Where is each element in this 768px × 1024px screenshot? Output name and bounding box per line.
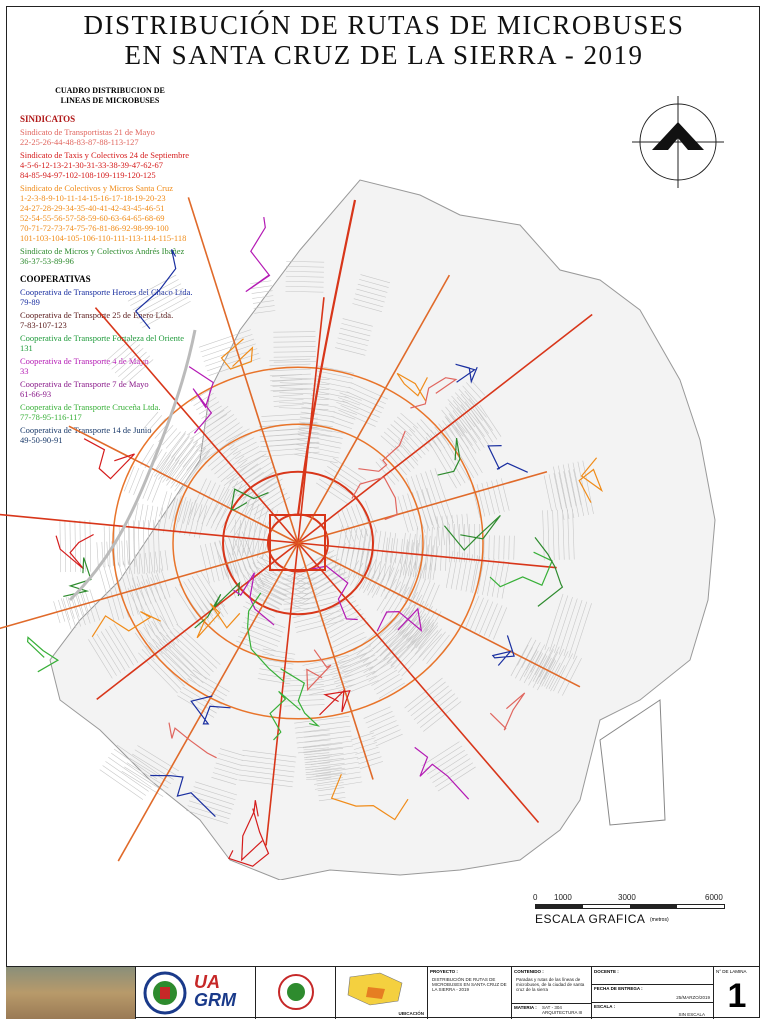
date-value: 25/MARZO/2019: [676, 995, 710, 1000]
street: [135, 288, 183, 314]
street: [112, 344, 140, 369]
street: [127, 540, 128, 565]
street: [97, 542, 98, 567]
street: [129, 468, 139, 493]
cooperativas-heading: COOPERATIVAS: [20, 274, 91, 284]
street: [60, 521, 61, 572]
street: [109, 526, 110, 567]
sindicato-lines: 1-2-3-8-9-10-11-14-15-16-17-18-19-20-23: [20, 193, 166, 203]
divider-1: [592, 984, 713, 985]
cooperativa-name: Cooperativa de Transporte 4 de Mayo: [20, 356, 149, 366]
sheet-number-cell: [714, 967, 760, 1019]
divider-2: [592, 1002, 713, 1003]
sheet-number: 1: [727, 977, 747, 1015]
street: [144, 505, 148, 529]
cooperativa-name: Cooperativa de Transporte 14 de Junio: [20, 425, 152, 435]
map-title-line-2: EN SANTA CRUZ DE LA SIERRA - 2019: [124, 40, 644, 70]
scale-tick-2: 3000: [618, 893, 636, 902]
cooperativa-name: Cooperativa de Transporte Cruceña Ltda.: [20, 402, 161, 412]
sindicato-lines: 70-71-72-73-74-75-76-81-86-92-98-99-100: [20, 223, 169, 233]
scale-value: SIN ESCALA: [678, 1012, 705, 1017]
logo-ua: UA: [194, 972, 220, 992]
location-cell: [336, 967, 428, 1019]
subject-header: MATERIA :: [514, 1005, 537, 1010]
date-header: FECHA DE ENTREGA :: [594, 986, 643, 991]
graphic-scale: [530, 890, 730, 940]
sindicato-lines: 36-37-53-89-96: [20, 256, 74, 266]
content-text: Paradas y rutas de las líneas de microbuses, de la ciudad de santa cruz de la sierra: [516, 977, 585, 992]
scale-unit: (metros): [650, 917, 669, 923]
cooperativa-lines: 79-89: [20, 297, 40, 307]
university-seal-icon: [142, 970, 188, 1016]
street: [118, 352, 146, 377]
cooperativa-lines: 131: [20, 343, 33, 353]
subject-text: SAT - 304 ARQUITECTURA III: [542, 1005, 583, 1015]
sindicato-lines: 4-5-6-12-13-21-30-31-33-38-39-47-62-67: [20, 160, 164, 170]
project-cell: [428, 967, 512, 1019]
location-label: UBICACIÓN: [398, 1011, 424, 1016]
sindicato-name: Sindicato de Taxis y Colectivos 24 de Septiembre: [20, 150, 189, 160]
street: [149, 506, 153, 530]
legend-caption-1: CUADRO DISTRIBUCION DE: [55, 86, 165, 95]
street: [138, 293, 186, 319]
legend-caption-2: LINEAS DE MICROBUSES: [60, 96, 160, 105]
legend-caption: [20, 86, 200, 106]
university-logos: [136, 967, 256, 1019]
bus-route: [246, 217, 270, 292]
content-header: CONTENIDO :: [514, 969, 544, 974]
scale-tick-1: 1000: [554, 893, 572, 902]
logo-grm: GRM: [194, 990, 236, 1010]
cooperativa-lines: 7-83-107-123: [20, 320, 67, 330]
sindicato-name: Sindicato de Transportistas 21 de Mayo: [20, 127, 155, 137]
cooperativa-lines: 33: [20, 366, 29, 376]
street: [147, 415, 162, 432]
teacher-header: DOCENTE :: [594, 969, 619, 974]
sindicato-lines: 24-27-28-29-34-35-40-41-42-43-45-46-51: [20, 203, 165, 213]
bus-route: [136, 249, 176, 328]
cooperativa-name: Cooperativa de Transporte Heroes del Chaco Ltda.: [20, 287, 193, 297]
street: [122, 356, 150, 381]
teacher-date-cell: [592, 967, 714, 1019]
street: [166, 432, 181, 449]
sindicato-lines: 101-103-104-105-106-110-111-113-114-115-118: [20, 233, 187, 243]
street: [143, 412, 158, 429]
sindicato-name: Sindicato de Colectivos y Micros Santa Cruz: [20, 183, 173, 193]
cooperativa-name: Cooperativa de Transporte 7 de Mayo: [20, 379, 149, 389]
street: [90, 520, 91, 571]
sindicato-name: Sindicato de Micros y Colectivos Andrés Ibañez: [20, 246, 185, 256]
street: [70, 520, 71, 571]
cooperativa-name: Cooperativa de Transporte Fortaleza del Oriente: [20, 333, 185, 343]
north-arrow-icon: [632, 96, 728, 192]
street: [152, 477, 162, 502]
cooperativa-lines: 61-66-93: [20, 389, 52, 399]
location-map-icon: [340, 969, 410, 1009]
cooperativa-lines: 49-50-90-91: [20, 435, 63, 445]
scale-tick-0: 0: [533, 893, 538, 902]
title-block: [6, 966, 760, 1018]
street: [105, 337, 133, 362]
street: [65, 521, 66, 572]
sindicato-lines: 22-25-26-44-48-83-87-88-113-127: [20, 137, 139, 147]
sindicato-lines: 84-85-94-97-102-108-109-119-120-125: [20, 170, 156, 180]
aerial-photo: [6, 967, 136, 1019]
scale-header: ESCALA :: [594, 1004, 616, 1009]
street: [130, 279, 178, 305]
sindicatos-heading: SINDICATOS: [20, 114, 76, 124]
street: [156, 431, 186, 471]
bus-route: [56, 535, 94, 569]
cooperativa-name: Cooperativa de Transporte 25 de Enero Ltda.: [20, 310, 174, 320]
faculty-logo: [256, 967, 336, 1019]
faculty-emblem-icon: [276, 972, 316, 1012]
map-title-line-1: DISTRIBUCIÓN DE RUTAS DE MICROBUSES: [83, 10, 685, 40]
content-cell: [512, 967, 592, 1019]
street: [117, 541, 118, 566]
street: [108, 341, 136, 366]
bus-route: [84, 439, 134, 479]
project-text: DISTRIBUCIÓN DE RUTAS DE MICROBUSES EN SANTA CRUZ DE LA SIERRA - 2019: [432, 977, 507, 992]
street: [139, 504, 143, 528]
street: [133, 284, 181, 310]
street: [124, 526, 125, 567]
industrial-park: [600, 700, 665, 825]
sheet-number-header: N° DE LAMINA: [716, 969, 747, 974]
cooperativa-lines: 77-78-95-116-117: [20, 412, 82, 422]
sindicato-lines: 52-54-55-56-57-58-59-60-63-64-65-68-69: [20, 213, 165, 223]
project-header: PROYECTO :: [430, 969, 458, 974]
street: [142, 301, 190, 327]
street: [147, 475, 157, 500]
street: [115, 348, 143, 373]
scale-label: ESCALA GRAFICA: [535, 912, 646, 926]
scale-tick-3: 6000: [705, 893, 723, 902]
city-map: [0, 120, 768, 880]
street: [125, 359, 153, 384]
scale-bar: [535, 904, 725, 909]
content-divider: [512, 1003, 591, 1004]
